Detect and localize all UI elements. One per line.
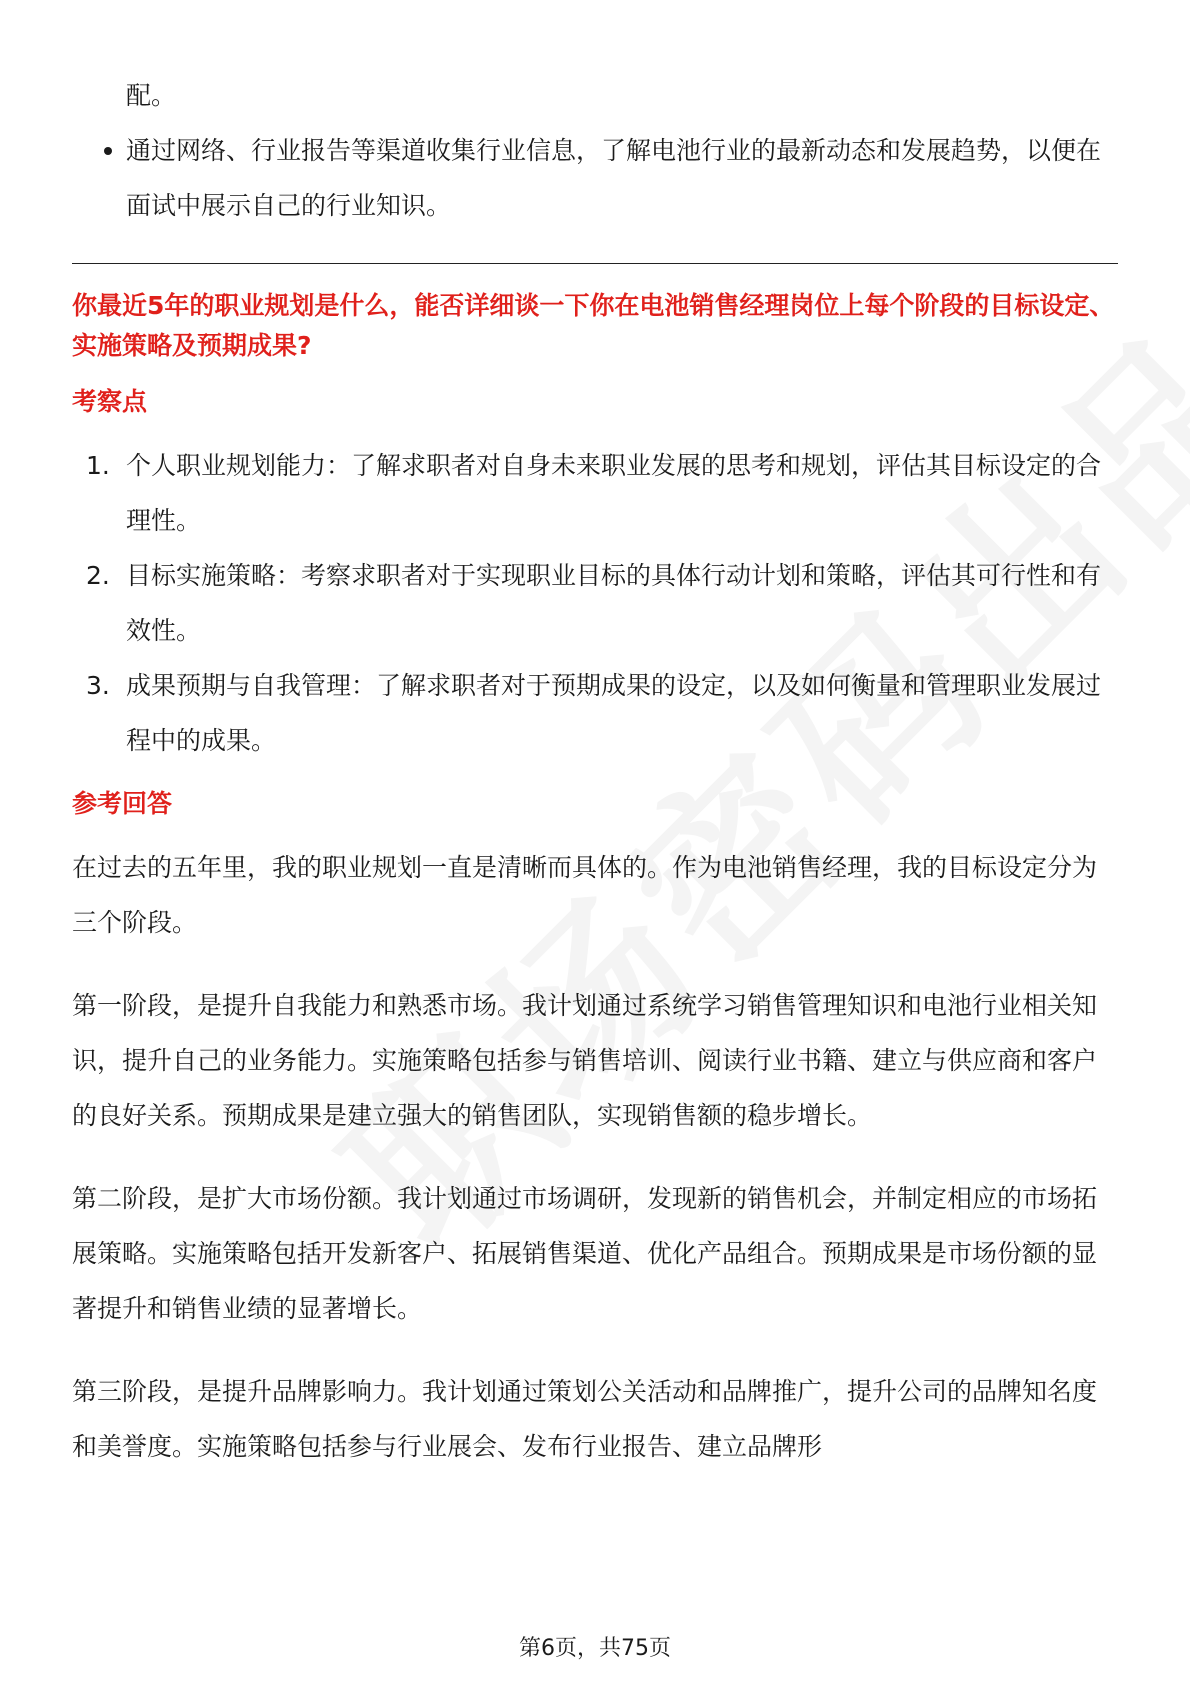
point-item <box>72 658 1118 768</box>
answer-paragraph: 第三阶段，是提升品牌影响力。我计划通过策划公关活动和品牌推广，提升公司的品牌知名度和美誉度。实施策略包括参与行业展会、发布行业报告、建立品牌形 <box>72 1377 1098 1461</box>
answer-paragraph: 第一阶段，是提升自我能力和熟悉市场。我计划通过系统学习销售管理知识和电池行业相关知识，提升自己的业务能力。实施策略包括参与销售培训、阅读行业书籍、建立与供应商和客户的良好关系。预期成果是建立强大的销售团队，实现销售额的稳步增长。 <box>72 991 1098 1130</box>
points-list <box>72 438 1118 768</box>
point-number: 2. <box>86 561 110 590</box>
point-text: 目标实施策略：考察求职者对于实现职业目标的具体行动计划和策略，评估其可行性和有效性。 <box>126 561 1102 645</box>
answer-paragraph: 第二阶段，是扩大市场份额。我计划通过市场调研，发现新的销售机会，并制定相应的市场拓展策略。实施策略包括开发新客户、拓展销售渠道、优化产品组合。预期成果是市场份额的显著提升和销售业绩的显著增长。 <box>72 1184 1098 1323</box>
point-text: 成果预期与自我管理：了解求职者对于预期成果的设定，以及如何衡量和管理职业发展过程中的成果。 <box>126 671 1102 755</box>
points-section-title: 考察点 <box>72 387 148 416</box>
bullet-list <box>72 123 1118 233</box>
point-item <box>72 438 1118 548</box>
point-number: 3. <box>86 671 110 700</box>
point-text: 个人职业规划能力：了解求职者对自身未来职业发展的思考和规划，评估其目标设定的合理性。 <box>126 451 1102 535</box>
bullet-item <box>72 123 1118 233</box>
answer-section-title: 参考回答 <box>72 789 173 818</box>
content <box>72 68 1118 1502</box>
bullet-item-text: 通过网络、行业报告等渠道收集行业信息，了解电池行业的最新动态和发展趋势，以便在面试中展示自己的行业知识。 <box>126 136 1102 220</box>
question-heading: 你最近5年的职业规划是什么，能否详细谈一下你在电池销售经理岗位上每个阶段的目标设定、实施策略及预期成果? <box>72 291 1115 360</box>
continued-text: 配。 <box>126 81 177 110</box>
page-footer: 第6页，共75页 <box>519 1636 671 1661</box>
answer-paragraph: 在过去的五年里，我的职业规划一直是清晰而具体的。作为电池销售经理，我的目标设定分为三个阶段。 <box>72 853 1098 937</box>
point-item <box>72 548 1118 658</box>
bullet-dot-icon <box>104 147 112 155</box>
point-number: 1. <box>86 451 110 480</box>
section-divider <box>72 263 1118 264</box>
